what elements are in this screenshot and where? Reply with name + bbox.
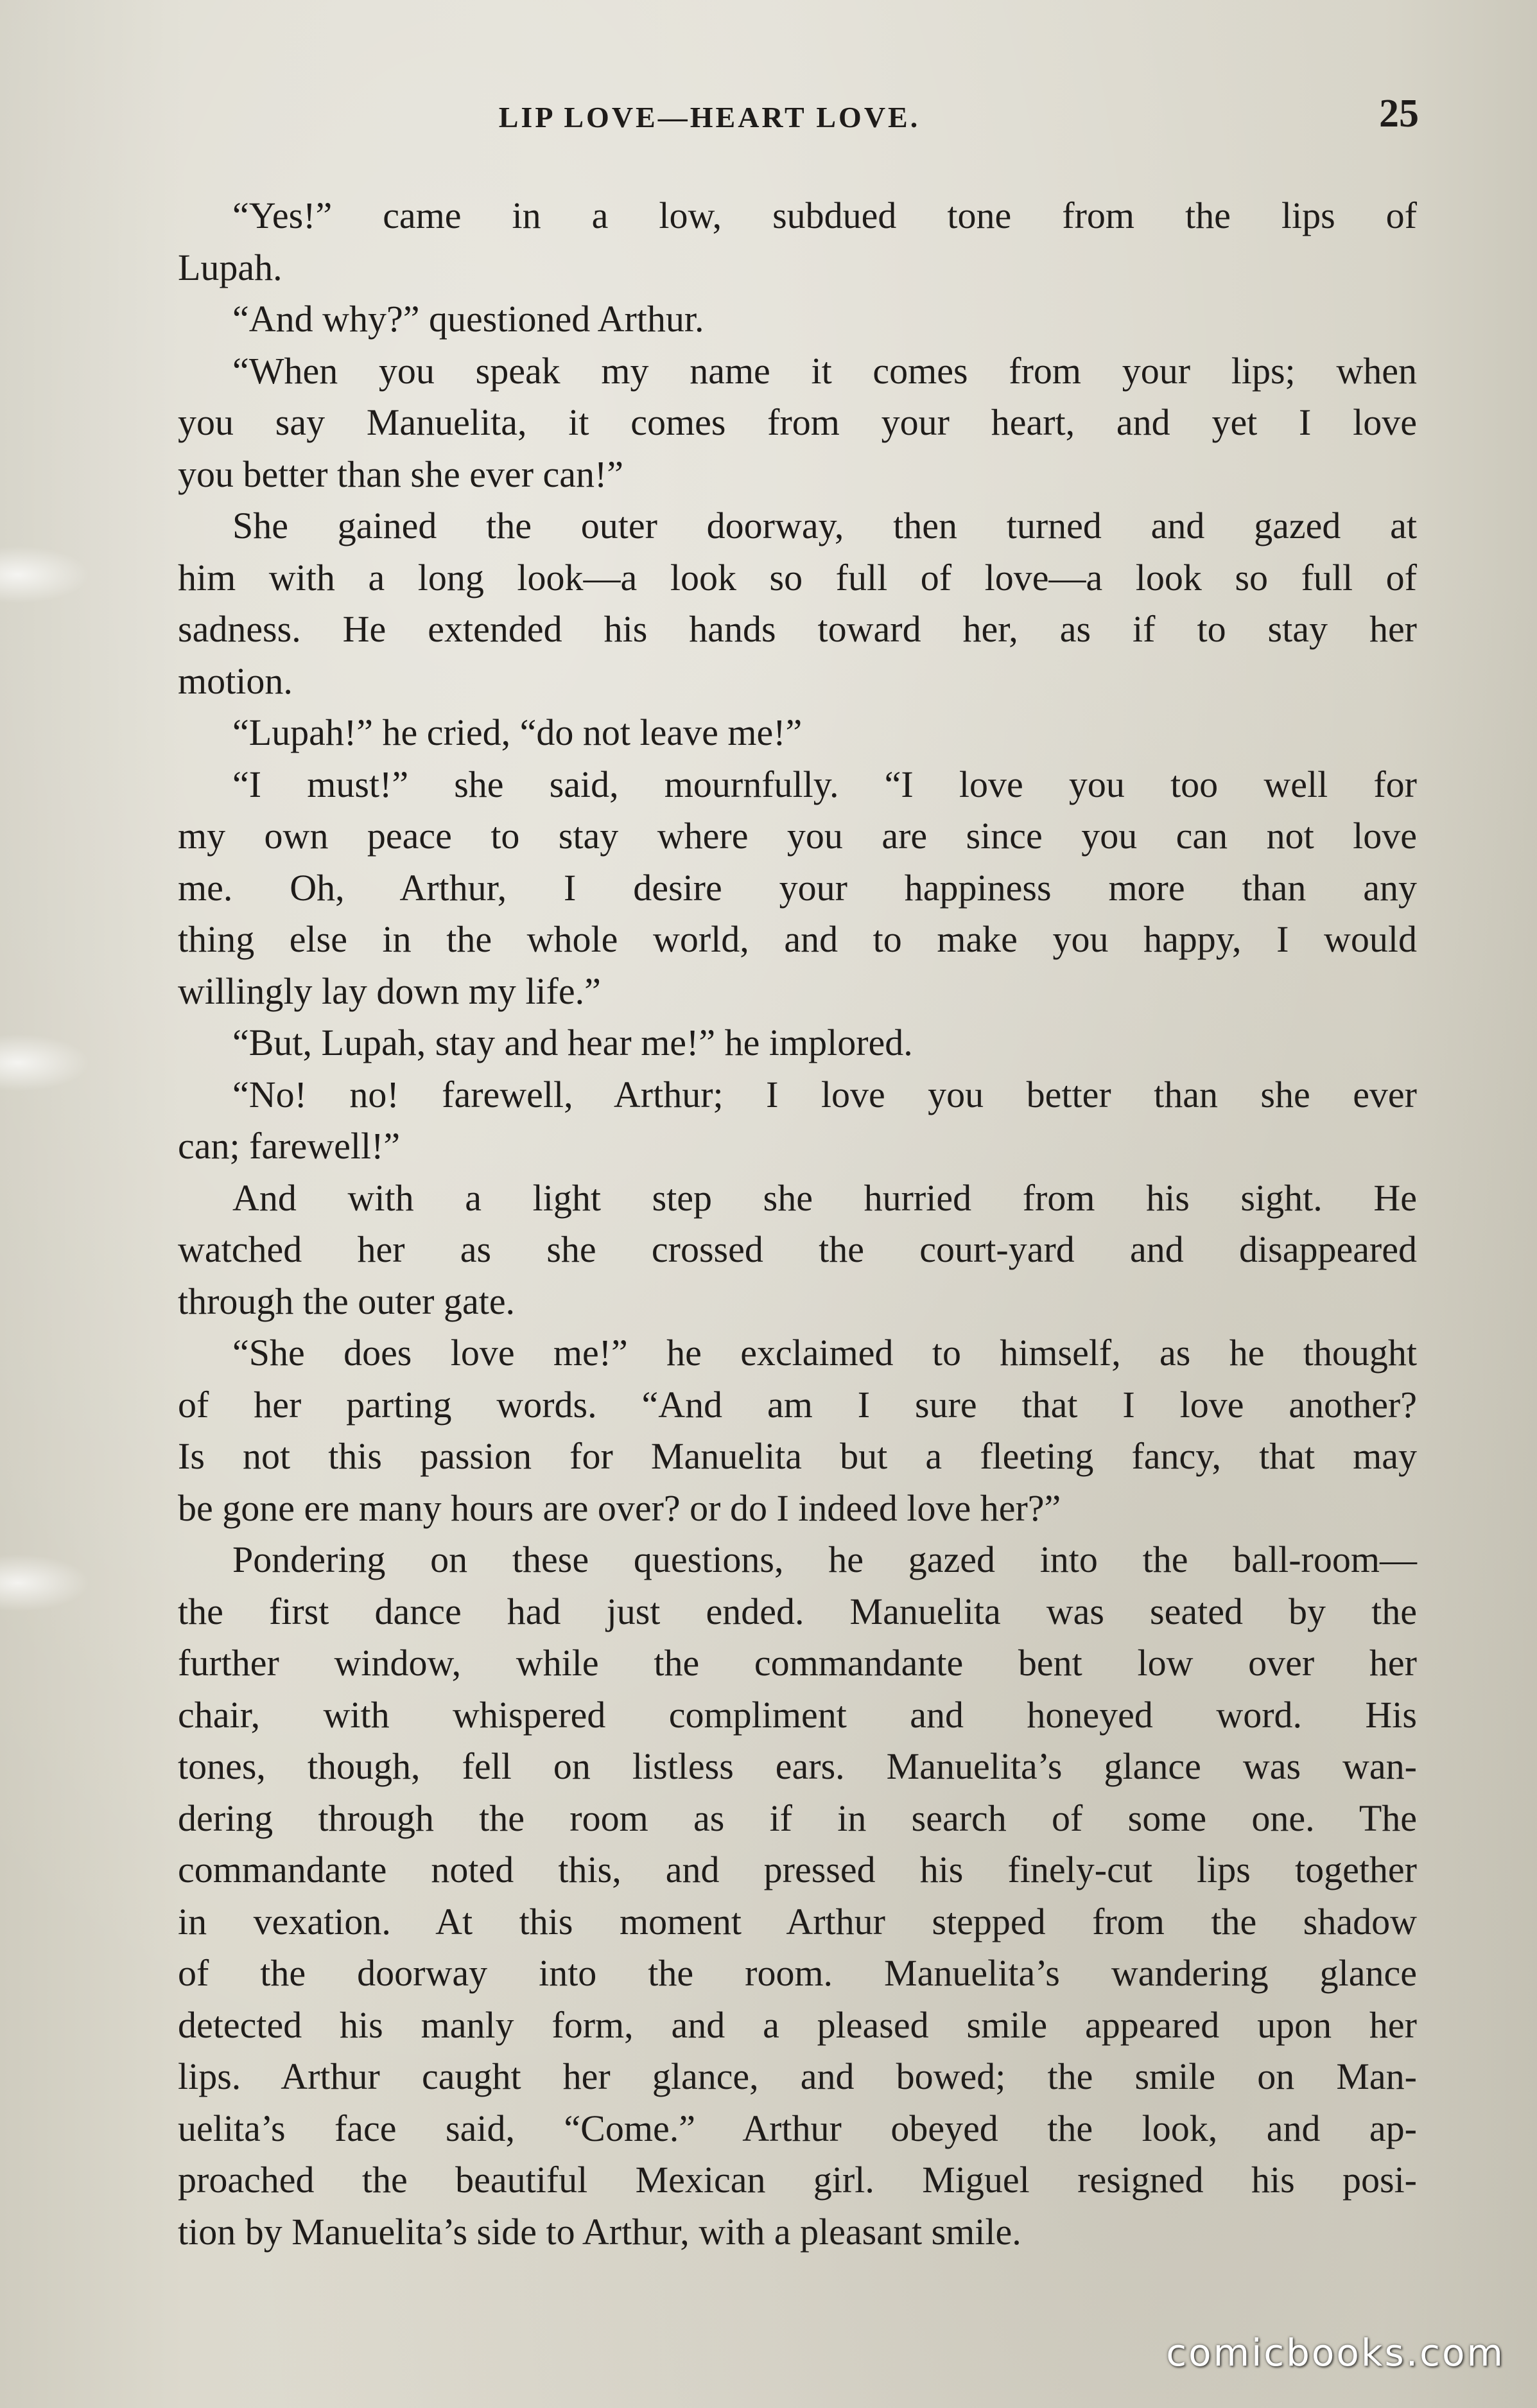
text-line: detected his manly form, and a pleased smile appeared upon her (178, 2003, 1417, 2046)
text-line: “But, Lupah, stay and hear me!” he implored. (232, 1022, 913, 1063)
text-line: my own peace to stay where you are since you can not love (178, 815, 1417, 857)
text-line: “She does love me!” he exclaimed to himself, as he thought (232, 1332, 1417, 1374)
page-header (180, 92, 1419, 140)
text-line: dering through the room as if in search of some one. The (178, 1797, 1417, 1839)
text-line: you better than she ever can!” (178, 453, 624, 495)
running-title: LIP LOVE—HEART LOVE. (498, 101, 921, 134)
text-line: me. Oh, Arthur, I desire your happiness more than any (178, 866, 1417, 909)
text-line: of her parting words. “And am I sure that I love another? (178, 1383, 1417, 1426)
page-crease (0, 1034, 90, 1092)
text-line: “I must!” she said, mournfully. “I love you too well for (232, 763, 1417, 805)
text-line: Lupah. (178, 246, 282, 288)
text-line: thing else in the whole world, and to make you happy, I would (178, 918, 1417, 960)
text-line: sadness. He extended his hands toward her, as if to stay her (178, 608, 1417, 650)
text-line: uelita’s face said, “Come.” Arthur obeyed the look, and ap- (178, 2107, 1417, 2149)
text-line: “When you speak my name it comes from your lips; when (232, 349, 1417, 392)
text-line: Pondering on these questions, he gazed into the ball-room— (232, 1539, 1417, 1580)
watermark-text: comicbooks.com (1166, 2331, 1505, 2375)
text-line: in vexation. At this moment Arthur stepped from the shadow (178, 1900, 1417, 1942)
text-line: commandante noted this, and pressed his finely-cut lips together (178, 1849, 1417, 1890)
text-line: She gained the outer doorway, then turned and gazed at (232, 505, 1417, 546)
text-line: willingly lay down my life.” (178, 970, 601, 1012)
text-line: tones, though, fell on listless ears. Manuelita’s glance was wan- (178, 1745, 1417, 1787)
page-crease (0, 1554, 90, 1612)
text-line: further window, while the commandante bent low over her (178, 1642, 1417, 1684)
text-line: you say Manuelita, it comes from your heart, and yet I love (178, 401, 1417, 443)
text-line: “No! no! farewell, Arthur; I love you better than she ever (232, 1073, 1417, 1115)
text-line: motion. (178, 659, 293, 702)
text-line: be gone ere many hours are over? or do I indeed love her?” (178, 1487, 1061, 1529)
text-line: “Lupah!” he cried, “do not leave me!” (232, 711, 803, 753)
text-line: watched her as she crossed the court-yard and disappeared (178, 1228, 1417, 1270)
text-line: proached the beautiful Mexican girl. Miguel resigned his posi- (178, 2159, 1417, 2201)
text-line: the first dance had just ended. Manuelita was seated by the (178, 1590, 1417, 1632)
text-line: chair, with whispered compliment and honeyed word. His (178, 1693, 1417, 1736)
text-line: “Yes!” came in a low, subdued tone from the lips of (232, 195, 1417, 236)
text-line: can; farewell!” (178, 1125, 401, 1167)
text-line: And with a light step she hurried from his sight. He (232, 1176, 1417, 1219)
text-line: lips. Arthur caught her glance, and bowed; the smile on Man- (178, 2055, 1417, 2097)
text-line: Is not this passion for Manuelita but a fleeting fancy, that may (178, 1435, 1417, 1477)
text-line: him with a long look—a look so full of love—a look so full of (178, 556, 1417, 598)
body-text (178, 190, 1417, 2258)
text-line: “And why?” questioned Arthur. (232, 298, 704, 340)
page-crease (0, 546, 90, 604)
text-line: of the doorway into the room. Manuelita’s wandering glance (178, 1952, 1417, 1994)
text-line: tion by Manuelita’s side to Arthur, with a pleasant smile. (178, 2210, 1021, 2253)
page-number: 25 (1379, 92, 1419, 135)
text-line: through the outer gate. (178, 1280, 516, 1322)
